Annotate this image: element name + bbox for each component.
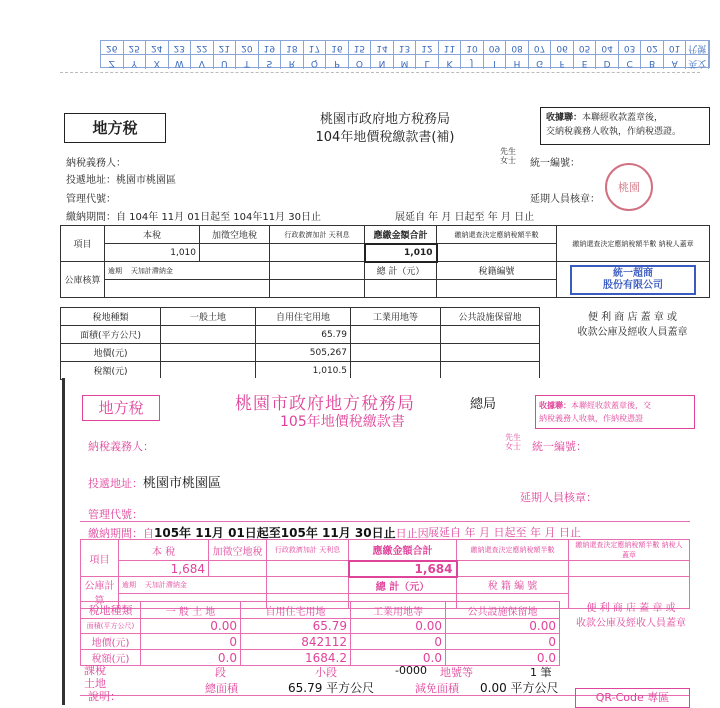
residential-land-header: 自用住宅用地 [256, 308, 351, 326]
strip-number: 03 [619, 41, 642, 54]
header-total-due: 應繳金額合計 [365, 226, 437, 244]
overdue-row [119, 577, 267, 594]
taxpayer-label: 納稅義務人： [66, 158, 126, 169]
cell [351, 344, 441, 362]
header-half-tax: 繳納還查決定應納稅額半數 [457, 540, 569, 561]
header-vacant-tax: 加徵空地稅 [209, 540, 267, 561]
strip-letter: D [596, 55, 619, 69]
address-value: 桃園市桃園區 [116, 175, 176, 186]
receipt-label: 收據聯： [546, 113, 583, 123]
address-label: 投遞地址： [88, 477, 143, 490]
divider [80, 521, 690, 522]
code-strip [100, 40, 710, 68]
cell [161, 362, 256, 380]
segment-label: 段 [215, 666, 226, 679]
strip-letter: S [259, 55, 282, 69]
strip-letter: E [574, 55, 597, 69]
strip-number: 11 [439, 41, 462, 54]
header-item: 項目 [81, 540, 119, 577]
uniform-no-label: 統一編號： [530, 158, 580, 169]
strip-number: 20 [236, 41, 259, 54]
header-interest: 行政救濟加計 天利息 [270, 226, 365, 244]
public-land-header: 公共設施保留地 [441, 308, 540, 326]
strip-number: 24 [146, 41, 169, 54]
bill-2015 [60, 105, 710, 375]
header-taxpayer-seal: 繳納還查決定應納稅額半數 納稅人蓋章 [557, 226, 710, 262]
base-tax-value: 1,684 [119, 561, 209, 577]
strip-letter: H [506, 55, 529, 69]
tax-label-box: 地方稅 [64, 113, 166, 143]
strip-number: 代號 [686, 41, 709, 54]
store-text-1: 便 利 商 店 蓋 章 或 [586, 603, 676, 614]
strip-number: 05 [574, 41, 597, 54]
gender-label: 先生 女士 [505, 433, 521, 451]
store-text-2: 收款公庫及經收人員蓋章 [577, 327, 688, 338]
strip-letter: L [416, 55, 439, 69]
header-vacant-tax: 加徵空地稅 [200, 226, 270, 244]
residential-land-header: 自用住宅用地 [241, 602, 351, 619]
strip-letter: V [191, 55, 214, 69]
payment-period: 繳納期間：自 104年 11月 01日起至 104年11月 30日止 [66, 212, 321, 223]
overdue-label: 逾期 [108, 266, 122, 275]
general-land-header: 一 般 土 地 [141, 602, 241, 619]
tax-no-value [437, 280, 557, 298]
sum-label: 總 計（元） [365, 262, 437, 280]
address-value: 桃園市桃園區 [143, 476, 222, 491]
strip-number: 01 [664, 41, 687, 54]
sub-segment-label: 小段 [315, 666, 337, 679]
overdue-row [105, 262, 270, 280]
strip-letter: G [529, 55, 552, 69]
strip-letter: C [619, 55, 642, 69]
strip-number: 18 [281, 41, 304, 54]
strip-number: 16 [326, 41, 349, 54]
official-seal: 桃園 [605, 163, 653, 211]
taxpayer-label: 納稅義務人： [88, 440, 154, 453]
amount-table [60, 225, 710, 298]
receipt-text-2: 納稅義務人收執，作納稅憑證 [539, 414, 643, 423]
strip-letter: U [214, 55, 237, 69]
total-area: 65.79 平方公尺 [288, 681, 375, 695]
uniform-no-label: 統一編號： [532, 440, 587, 453]
header-half-tax: 繳納還查決定應納稅額半數 [437, 226, 557, 244]
strip-letter: K [439, 55, 462, 69]
delay-check-label: 延期人員核章： [530, 194, 600, 205]
land-table [80, 601, 560, 666]
bill-title: 105年地價稅繳款書 [280, 414, 405, 430]
area-value: 65.79 [256, 326, 351, 344]
strip-number: 23 [169, 41, 192, 54]
general-tax: 0.0 [141, 650, 241, 666]
strip-letter: P [326, 55, 349, 69]
delay-check-label: 延期人員核章： [520, 491, 597, 504]
strip-number: 09 [484, 41, 507, 54]
strip-letter: J [461, 55, 484, 69]
interest-value [267, 561, 349, 577]
strip-number: 07 [529, 41, 552, 54]
cell [441, 362, 540, 380]
strip-letter: R [281, 55, 304, 69]
perforation [60, 72, 700, 80]
mgmt-code-label: 管理代號： [66, 194, 116, 205]
strip-letter: 英文 [686, 55, 709, 69]
strip-letter: X [146, 55, 169, 69]
bill-2016 [70, 383, 700, 705]
strip-letter: Z [101, 55, 124, 69]
strip-letter: M [394, 55, 417, 69]
tax-amount-value: 1,010.5 [256, 362, 351, 380]
header-item: 項目 [61, 226, 105, 262]
strip-letter: N [371, 55, 394, 69]
header-taxpayer-seal: 繳納還查決定應納稅額半數 納稅人蓋章 [569, 540, 690, 561]
bill-title: 104年地價稅繳款書(補) [315, 130, 455, 145]
store-text-1: 便 利 商 店 蓋 章 或 [587, 312, 678, 323]
agency-suffix: 總局 [470, 397, 497, 412]
half-tax-value [437, 244, 557, 262]
public-area: 0.00 [446, 619, 560, 634]
overdue-value [267, 577, 349, 594]
industrial-land-header: 工業用地等 [351, 308, 441, 326]
extension-period: 展延自 年 月 日起至 年 月 日止 [428, 526, 581, 539]
tax-no-label: 稅籍編號 [437, 262, 557, 280]
store-stamp-area [557, 262, 710, 298]
sum-value [365, 280, 437, 298]
store-stamp-line-2: 股份有限公司 [603, 279, 663, 291]
strip-number: 04 [596, 41, 619, 54]
strip-letter: I [484, 55, 507, 69]
land-type-header: 稅地種類 [61, 308, 161, 326]
overdue-label: 逾期 [122, 580, 136, 589]
residential-area: 65.79 [241, 619, 351, 634]
receipt-box [540, 107, 710, 145]
strip-number: 25 [124, 41, 147, 54]
surcharge-label: 天加計滯納金 [130, 266, 173, 275]
public-tax: 0.0 [446, 650, 560, 666]
receipt-text-1: 本聯經收款蓋章後，交 [571, 401, 651, 410]
strip-number: 13 [394, 41, 417, 54]
cell [351, 326, 441, 344]
receipt-text-2: 交納稅義務人收執，作納稅憑證。 [546, 127, 682, 137]
amount-table [80, 539, 690, 609]
strip-number: 06 [551, 41, 574, 54]
period-prefix: 繳納期間：自 [88, 527, 154, 540]
industrial-tax: 0.0 [351, 650, 446, 666]
surcharge-label: 天加計滯納金 [144, 580, 187, 589]
sum-label: 總 計（元） [349, 577, 457, 594]
total-due-value: 1,010 [365, 244, 437, 262]
cell [161, 326, 256, 344]
strip-number: 21 [214, 41, 237, 54]
cell [351, 362, 441, 380]
general-land-header: 一般土地 [161, 308, 256, 326]
strip-letter: T [236, 55, 259, 69]
strip-letter: B [641, 55, 664, 69]
strip-number: 12 [416, 41, 439, 54]
industrial-area: 0.00 [351, 619, 446, 634]
gender-label: 先生 女士 [500, 147, 516, 165]
industrial-land-header: 工業用地等 [351, 602, 446, 619]
header-total-due: 應繳金額合計 [349, 540, 457, 561]
tax-label-box: 地方稅 [82, 395, 160, 421]
tax-no-label: 稅 籍 編 號 [457, 577, 569, 594]
cell [161, 344, 256, 362]
general-area: 0.00 [141, 619, 241, 634]
vacant-tax-value [209, 561, 267, 577]
extension-period: 展延自 年 月 日起至 年 月 日止 [395, 212, 535, 223]
cell [441, 344, 540, 362]
receipt-box [535, 395, 695, 429]
store-seal-note [560, 310, 705, 340]
industrial-land-value: 0 [351, 634, 446, 650]
strip-number: 15 [349, 41, 372, 54]
store-seal-note [566, 601, 696, 631]
blank-cell [105, 280, 270, 298]
exempt-area: 0.00 平方公尺 [480, 681, 559, 695]
receipt-label: 收據聯： [539, 401, 571, 410]
receipt-text-1: 本聯經收款蓋章後， [582, 113, 664, 123]
overdue-value [270, 262, 365, 280]
strip-number: 26 [101, 41, 124, 54]
land-value-label: 地價(元) [81, 634, 141, 650]
tax-amount-label: 稅額(元) [81, 650, 141, 666]
strip-letter: Y [124, 55, 147, 69]
area-label: 面積(平方公尺) [81, 619, 141, 634]
land-value-label: 地價(元) [61, 344, 161, 362]
land-no-label: 地號等 [440, 666, 473, 679]
header-base-tax: 本稅 [105, 226, 200, 244]
treasury-label: 公庫核算 [61, 262, 105, 298]
land-label: 課稅土地 [84, 664, 106, 690]
qr-code-area: QR-Code 專區 [575, 688, 690, 708]
land-value: 505,267 [256, 344, 351, 362]
address-row [66, 171, 176, 186]
address-label: 投遞地址： [66, 175, 116, 186]
store-text-2: 收款公庫及經收人員蓋章 [576, 618, 686, 629]
general-land-value: 0 [141, 634, 241, 650]
strip-number: 17 [304, 41, 327, 54]
public-land-value: 0 [446, 634, 560, 650]
total-due-value: 1,684 [349, 561, 457, 577]
store-stamp-line-1: 統一超商 [613, 267, 653, 279]
residential-tax: 1684.2 [241, 650, 351, 666]
land-no-value: -0000 [395, 664, 427, 677]
total-area-label: 總面積 [205, 682, 238, 695]
strip-number: 19 [259, 41, 282, 54]
payment-period: 105年 11月 01日起至105年 11月 30日止 [154, 526, 396, 540]
strip-number: 08 [506, 41, 529, 54]
land-count: 1 筆 [530, 666, 552, 679]
header-base-tax: 本 稅 [119, 540, 209, 561]
convenience-store-stamp [570, 265, 696, 295]
public-land-header: 公共設施保留地 [446, 602, 560, 619]
address-row [88, 472, 221, 491]
mgmt-code-label: 管理代號： [88, 508, 143, 521]
agency-name: 桃園市政府地方稅務局 [319, 112, 450, 127]
strip-number: 02 [641, 41, 664, 54]
residential-land-value: 842112 [241, 634, 351, 650]
half-tax-value [457, 561, 569, 577]
interest-value [270, 244, 365, 262]
strip-letter: Q [304, 55, 327, 69]
strip-letter: W [169, 55, 192, 69]
strip-letter: F [551, 55, 574, 69]
treasury-label: 公庫計算 [81, 577, 119, 609]
tax-amount-label: 稅額(元) [61, 362, 161, 380]
area-label: 面積(平方公尺) [61, 326, 161, 344]
exempt-area-label: 減免面積 [415, 682, 459, 695]
agency-name: 桃園市政府地方稅務局 [235, 394, 415, 414]
header-interest: 行政救濟加計 天利息 [267, 540, 349, 561]
cell [441, 326, 540, 344]
vacant-tax-value [200, 244, 270, 262]
period-suffix: 日止因 [395, 527, 429, 540]
land-table [60, 307, 540, 380]
seal-value [569, 561, 690, 577]
base-tax-value: 1,010 [105, 244, 200, 262]
strip-letter: A [664, 55, 687, 69]
land-type-header: 稅地種類 [81, 602, 141, 619]
blank-cell [270, 280, 365, 298]
strip-number: 10 [461, 41, 484, 54]
note-label: 說明： [88, 690, 121, 703]
strip-number: 22 [191, 41, 214, 54]
strip-letter: O [349, 55, 372, 69]
strip-number: 14 [371, 41, 394, 54]
